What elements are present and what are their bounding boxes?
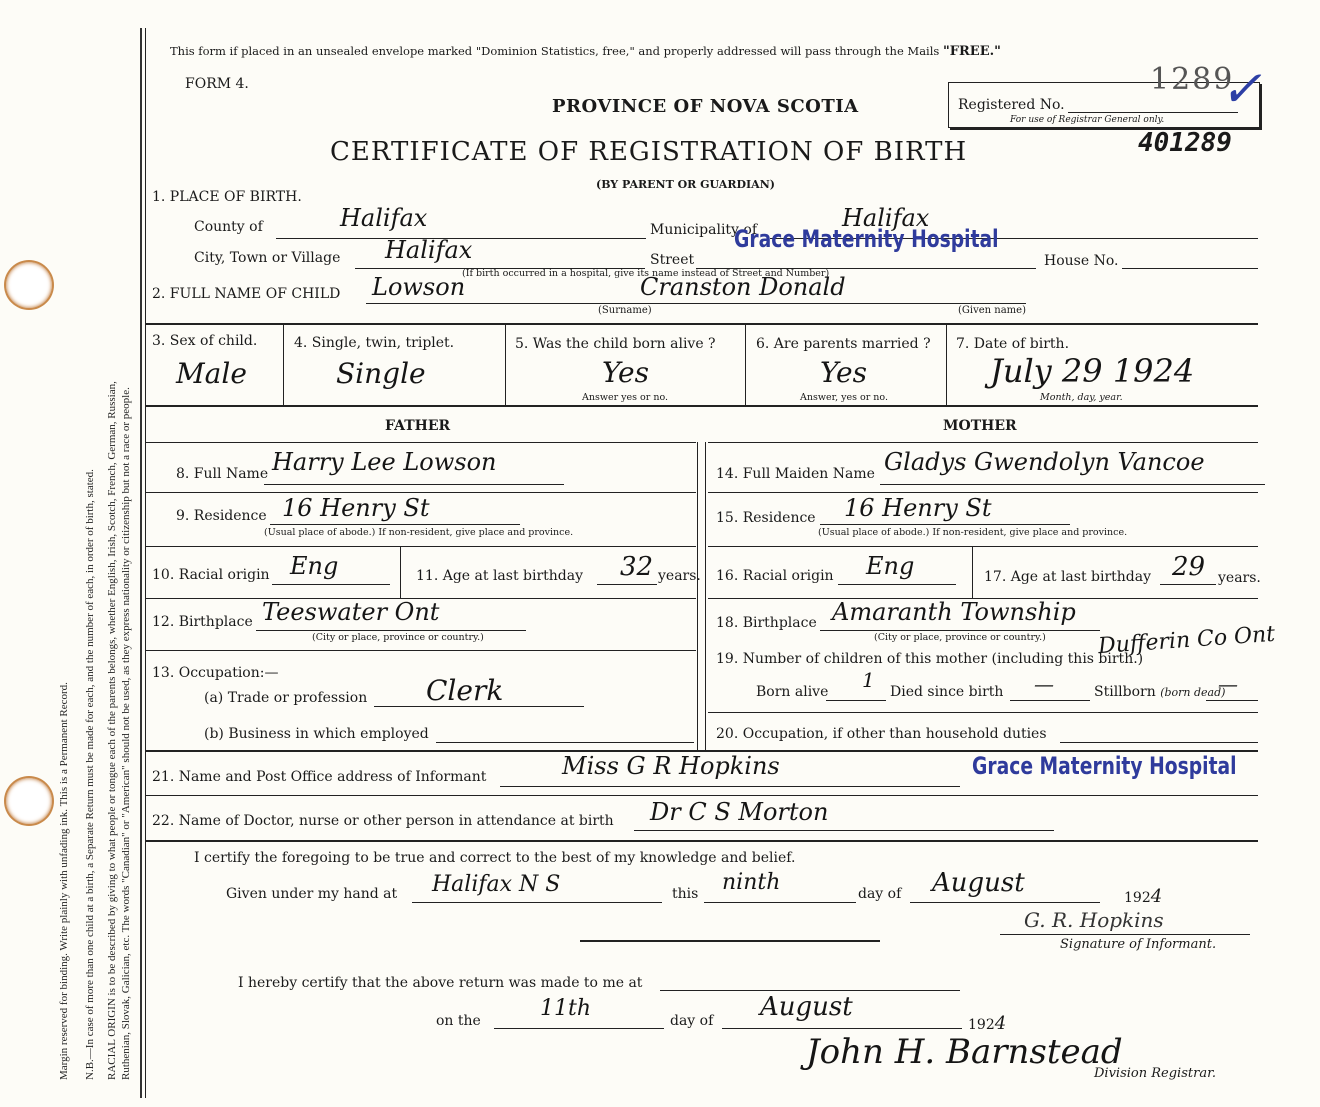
father-age-label: 11. Age at last birthday	[416, 568, 584, 584]
father-residence-label: 9. Residence	[176, 508, 267, 524]
child-given-names: Cranston Donald	[640, 273, 846, 301]
stillborn-line	[1206, 700, 1258, 701]
informant-signature-label: Signature of Informant.	[1060, 937, 1217, 952]
father-birthplace-line	[256, 630, 526, 631]
registrar-day-line	[494, 1028, 664, 1029]
registered-number-stamp: 401289	[1138, 128, 1232, 158]
mother-race-label: 16. Racial origin	[716, 568, 834, 584]
registrar-year: 1924	[968, 1013, 1007, 1034]
died-since-birth-label: Died since birth	[890, 684, 1004, 700]
mother-heading: MOTHER	[943, 418, 1017, 434]
mother-birthplace-note: (City or place, province or country.)	[874, 632, 1046, 643]
check-mark: ✓	[1220, 60, 1262, 118]
born-alive-count-line	[826, 700, 886, 701]
hospital-note: (If birth occurred in a hospital, give its name instead of Street and Number)	[462, 268, 830, 279]
father-race-value: Eng	[290, 552, 339, 580]
father-heading-rule	[146, 442, 696, 443]
mother-occupation-line	[1060, 742, 1258, 743]
certify-month: August	[932, 868, 1025, 898]
born-alive-count-label: Born alive	[756, 684, 829, 700]
mother-race-line	[838, 584, 956, 585]
mother-age-value: 29	[1172, 552, 1206, 582]
margin-rule	[140, 28, 142, 1098]
died-since-birth-value: —	[1034, 672, 1054, 696]
form-number: FORM 4.	[185, 76, 249, 92]
father-name-value: Harry Lee Lowson	[272, 448, 497, 476]
certify-day-line	[704, 902, 856, 903]
parents-married-note: Answer, yes or no.	[800, 392, 889, 403]
father-age-years: years.	[658, 568, 701, 584]
registrar-signature-label: Division Registrar.	[1094, 1066, 1216, 1081]
mother-birthplace-line	[820, 630, 1100, 631]
informant-address-stamp: Grace Maternity Hospital	[972, 752, 1237, 780]
registered-number-handwritten: 1289	[1150, 62, 1235, 97]
plurality-label: 4. Single, twin, triplet.	[294, 335, 455, 351]
city-value: Halifax	[385, 236, 473, 264]
father-occupation-label: 13. Occupation:—	[152, 665, 279, 681]
informant-label: 21. Name and Post Office address of Informant	[152, 769, 487, 785]
father-trade-line	[374, 706, 584, 707]
row3-top-border	[146, 323, 1258, 325]
multiple-birth-note: N.B.—In case of more than one child at a birth, a Separate Return must be made for each, and the number of each, in order of birth, stated.	[84, 469, 96, 1080]
father-business-line	[436, 742, 694, 743]
binding-hole-top	[6, 262, 52, 308]
house-line	[1122, 268, 1258, 269]
father-race-line	[272, 584, 390, 585]
row9-rule	[146, 546, 696, 547]
father-name-line	[264, 484, 564, 485]
doctor-line	[634, 830, 1054, 831]
registrar-month-line	[722, 1028, 962, 1029]
row12-rule	[146, 650, 696, 651]
row22-top-rule	[146, 795, 1258, 796]
province-heading: PROVINCE OF NOVA SCOTIA	[552, 96, 859, 117]
racial-origin-note-2: Ruthenian, Slovak, Galician, etc. The words "Canadian" or "American" should not be used, as they express nationality or citizenship but not a race or people.	[120, 387, 132, 1080]
died-since-birth-line	[1010, 700, 1090, 701]
county-value: Halifax	[340, 204, 428, 232]
row8-rule	[146, 492, 696, 493]
registrar-certification: I hereby certify that the above return was made to me at	[238, 975, 643, 991]
registered-number-label: Registered No.	[958, 97, 1065, 113]
mother-residence-value: 16 Henry St	[844, 494, 992, 522]
municipality-value: Halifax	[842, 204, 930, 232]
father-race-label: 10. Racial origin	[152, 567, 270, 583]
mother-birthplace-value: Amaranth Township	[832, 598, 1076, 626]
binding-hole-bottom	[6, 778, 52, 824]
house-number-label: House No.	[1044, 253, 1119, 269]
mother-residence-label: 15. Residence	[716, 510, 816, 526]
stillborn-label: Stillborn (born dead)	[1094, 684, 1226, 700]
mother-name-label: 14. Full Maiden Name	[716, 466, 875, 482]
registered-number-line	[1068, 112, 1238, 113]
racial-origin-note: RACIAL ORIGIN is to be described by giving to what people or tongue each of the parents belongs, whether English, Irish, Scotch, French, German, Russian,	[106, 381, 118, 1080]
hospital-stamp: Grace Maternity Hospital	[734, 225, 999, 253]
margin-rule-inner	[145, 28, 146, 1098]
registrar-on-label: on the	[436, 1013, 481, 1029]
margin-note: Margin reserved for binding. Write plainly with unfading ink. This is a Permanent Record.	[58, 682, 70, 1080]
father-birthplace-label: 12. Birthplace	[152, 614, 253, 630]
county-label: County of	[194, 219, 263, 235]
child-surname: Lowson	[372, 273, 466, 301]
registrar-general-note: For use of Registrar General only.	[1010, 115, 1165, 125]
father-age-value: 32	[620, 552, 654, 582]
registrar-day-of-label: day of	[670, 1013, 714, 1029]
row15-rule	[708, 546, 1258, 547]
registrar-signature: John H. Barnstead	[806, 1032, 1123, 1072]
document-subtitle: (BY PARENT OR GUARDIAN)	[596, 178, 775, 191]
mother-name-line	[880, 484, 1265, 485]
certify-day-of-label: day of	[858, 886, 902, 902]
certify-year: 1924	[1124, 886, 1163, 907]
stillborn-value: —	[1218, 672, 1238, 696]
city-label: City, Town or Village	[194, 250, 341, 266]
sex-label: 3. Sex of child.	[152, 333, 258, 349]
municipality-label: Municipality of	[650, 222, 758, 238]
certify-place: Halifax N S	[432, 872, 561, 897]
center-divider-2	[705, 442, 706, 750]
divider-3-4	[283, 323, 284, 405]
born-alive-note: Answer yes or no.	[582, 392, 669, 403]
date-of-birth-note: Month, day, year.	[1040, 392, 1123, 403]
informant-name: Miss G R Hopkins	[562, 752, 780, 780]
born-alive-count-value: 1	[862, 668, 875, 692]
informant-signature-line	[1000, 934, 1250, 935]
sex-value: Male	[176, 357, 247, 390]
surname-note: (Surname)	[598, 305, 652, 316]
father-heading: FATHER	[385, 418, 451, 434]
plurality-value: Single	[336, 357, 426, 390]
informant-signature: G. R. Hopkins	[1024, 908, 1164, 932]
date-of-birth-value: July 29 1924	[990, 352, 1195, 390]
father-trade-value: Clerk	[426, 674, 504, 707]
date-of-birth-label: 7. Date of birth.	[956, 336, 1070, 352]
father-residence-note: (Usual place of abode.) If non-resident, give place and province.	[264, 527, 574, 538]
father-trade-label: (a) Trade or profession	[204, 690, 368, 706]
child-name-line	[366, 303, 1026, 304]
row14-rule	[708, 492, 1258, 493]
mother-age-years: years.	[1218, 570, 1261, 586]
certification-separator	[580, 940, 880, 942]
informant-certification: I certify the foregoing to be true and correct to the best of my knowledge and belief.	[194, 850, 796, 866]
given-name-note: (Given name)	[958, 305, 1026, 316]
child-name-label: 2. FULL NAME OF CHILD	[152, 286, 341, 302]
father-residence-value: 16 Henry St	[282, 494, 430, 522]
row22-bottom-rule	[146, 840, 1258, 842]
registrar-month: August	[760, 992, 853, 1022]
mother-race-age-divider	[972, 546, 973, 598]
certify-month-line	[910, 902, 1100, 903]
mother-name-value: Gladys Gwendolyn Vancoe	[884, 448, 1205, 476]
certify-place-line	[412, 902, 662, 903]
born-alive-label: 5. Was the child born alive ?	[515, 336, 716, 352]
mother-heading-rule	[708, 442, 1258, 443]
mail-note: This form if placed in an unsealed envelope marked "Dominion Statistics, free," and properly addressed will pass through the Mails "FREE."	[170, 44, 1001, 59]
mother-birthplace-county: Dufferin Co Ont	[1097, 621, 1276, 660]
mother-occupation-label: 20. Occupation, if other than household duties	[716, 726, 1047, 742]
mother-age-line	[1160, 584, 1216, 585]
certify-day: ninth	[722, 870, 781, 895]
divider-5-6	[745, 323, 746, 405]
row19-rule	[708, 712, 1258, 713]
mother-residence-note: (Usual place of abode.) If non-resident, give place and province.	[818, 527, 1128, 538]
father-birthplace-value: Teeswater Ont	[262, 598, 440, 626]
born-alive-value: Yes	[602, 356, 649, 389]
father-name-label: 8. Full Name	[176, 466, 269, 482]
father-race-age-divider	[400, 546, 401, 598]
father-age-line	[597, 584, 657, 585]
doctor-label: 22. Name of Doctor, nurse or other person in attendance at birth	[152, 813, 614, 829]
registrar-day: 11th	[540, 996, 592, 1021]
registrar-place-line	[660, 990, 960, 991]
divider-4-5	[505, 323, 506, 405]
this-label: this	[672, 886, 699, 902]
mother-birthplace-label: 18. Birthplace	[716, 615, 817, 631]
father-birthplace-note: (City or place, province or country.)	[312, 632, 484, 643]
parents-married-value: Yes	[820, 356, 867, 389]
given-under-hand-label: Given under my hand at	[226, 886, 398, 902]
row3-bottom-border	[146, 405, 1258, 407]
informant-line	[500, 786, 960, 787]
father-business-label: (b) Business in which employed	[204, 726, 429, 742]
place-of-birth-label: 1. PLACE OF BIRTH.	[152, 189, 302, 205]
doctor-name: Dr C S Morton	[650, 798, 829, 826]
center-divider	[697, 442, 698, 750]
father-residence-line	[270, 524, 520, 525]
children-count-label: 19. Number of children of this mother (including this birth.)	[716, 651, 1144, 667]
mother-residence-line	[820, 524, 1070, 525]
street-label: Street	[650, 252, 695, 268]
parents-married-label: 6. Are parents married ?	[756, 336, 931, 352]
mother-race-value: Eng	[866, 552, 915, 580]
document-title: CERTIFICATE OF REGISTRATION OF BIRTH	[330, 137, 968, 167]
mother-age-label: 17. Age at last birthday	[984, 569, 1152, 585]
divider-6-7	[946, 323, 947, 405]
